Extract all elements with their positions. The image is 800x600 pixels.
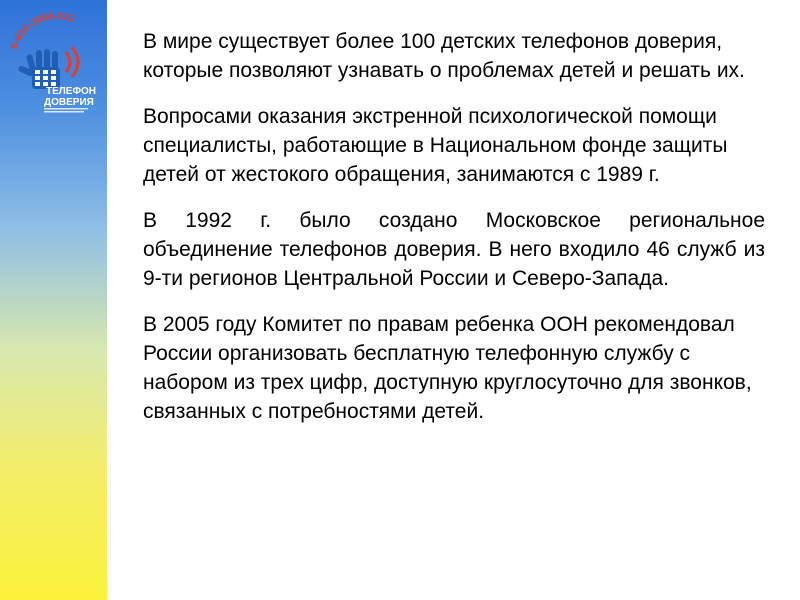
logo-decoration-line [44, 108, 88, 110]
logo-decoration-line [44, 111, 84, 113]
paragraph-helplines-worldwide: В мире существует более 100 детских телефонов доверия, которые позволяют узнавать о проблемах детей и решать их. [143, 30, 745, 82]
signal-wave-icon [72, 47, 78, 77]
slide-body-text [143, 27, 765, 443]
signal-wave-icon [66, 52, 70, 72]
logo-title-line2: ДОВЕРИЯ [44, 97, 94, 108]
logo-phone-number: 8-800-2000-122 [8, 12, 76, 51]
helpline-logo-graphic [6, 12, 106, 122]
helpline-logo [6, 12, 106, 122]
paragraph-national-foundation: Вопросами оказания экстренной психологической помощи специалисты, работающие в Национальном фонде защиты детей от жестокого обращения, занимаются с 1989 г. [143, 105, 728, 186]
paragraph-moscow-association: В 1992 г. было создано Московское региональное объединение телефонов доверия. В него входило 46 служб из 9-ти регионов Центральной России и Северо-Запада. [143, 209, 765, 290]
side-gradient-band [0, 0, 107, 600]
hand-keypad-icon [17, 49, 60, 89]
paragraph-un-committee: В 2005 году Комитет по правам ребенка ООН рекомендовал России организовать бесплатную телефонную службу с набором из трех цифр, доступную круглосуточно для звонков, связанных с потребностями детей. [143, 313, 752, 423]
logo-title-line1: ТЕЛЕФОН [46, 86, 96, 97]
